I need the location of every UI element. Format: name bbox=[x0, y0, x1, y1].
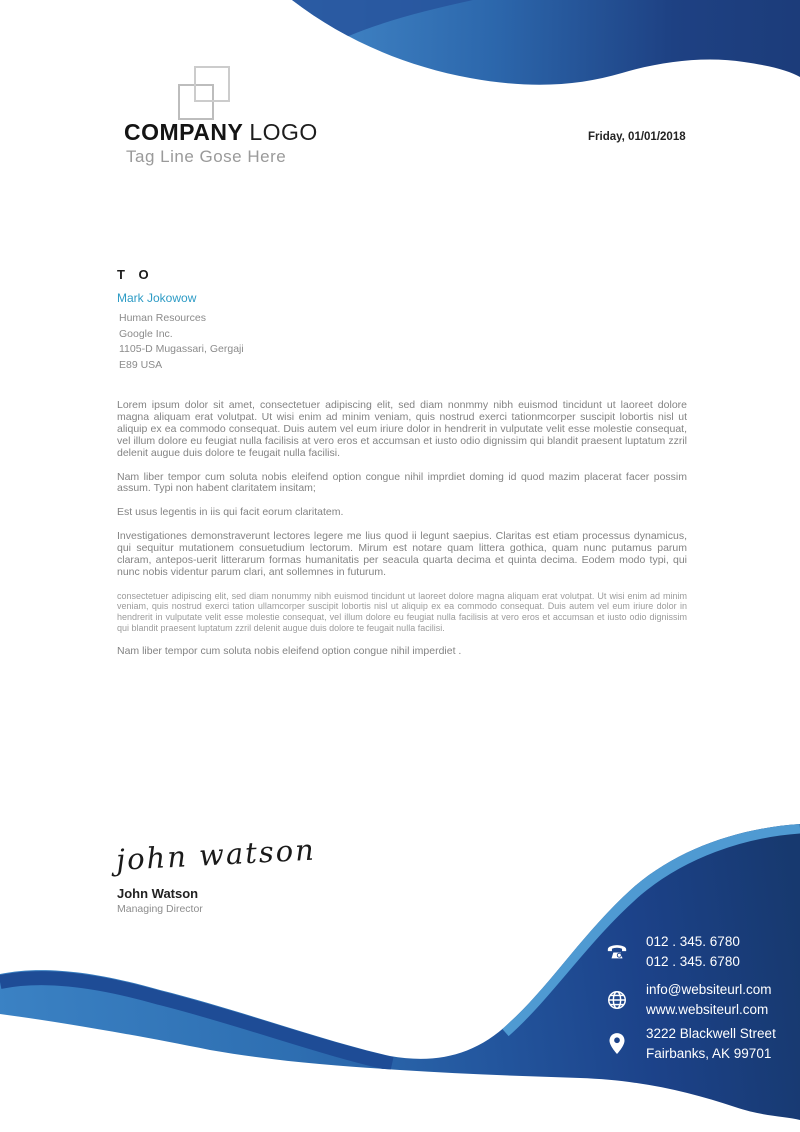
location-pin-icon bbox=[604, 1032, 630, 1056]
body-paragraph: Lorem ipsum dolor sit amet, consectetuer adipiscing elit, sed diam nonmmy nibh euismod tincidunt ut laoreet dolore magna aliquam erat volutpat. Ut wisi enim ad minim veniam, quis nostrud exerci tationmcorper suscipit lobortis nisl ut aliquip ex ea commodo consequat. Duis autem vel eum iriure dolor in hendrerit in vulputate velit esse molestie consequat, vel illum dolore eu feugiat nulla facilisis at vero eros et accumsan et iusto odio dignissim qui blandit praesent luptatum zzril delenit augue duis dolore te feugait nulla facilisi. bbox=[117, 399, 687, 459]
globe-icon bbox=[604, 989, 630, 1011]
recipient-address bbox=[119, 311, 244, 373]
company-name bbox=[124, 119, 318, 146]
contact-web-group bbox=[604, 980, 772, 1020]
top-wave-decoration bbox=[0, 0, 800, 120]
logo-square-icon bbox=[194, 66, 230, 102]
body-paragraph-small: consectetuer adipiscing elit, sed diam nonummy nibh euismod tincidunt ut laoreet dolore magna aliquam erat volutpat. Ut wisi enim ad minim veniam, quis nostrud exerci tation ullamcorper suscipit lobortis nisl ut aliquip ex ea commodo consequat. Duis autem vel eum iriure dolor in hendrerit in vulputate velit esse molestie consequat, vel illum dolore eu feugiat nulla facilisis at vero eros et accumsan et iusto odio dignissim qui blandit praesent luptatum zzril delenit augue duis dolore te feugait nulla facilisi. bbox=[117, 590, 687, 633]
recipient-address-line: Human Resources bbox=[119, 312, 206, 324]
body-paragraph: Est usus legentis in iis qui facit eorum claritatem. bbox=[117, 506, 344, 519]
body-paragraph: Nam liber tempor cum soluta nobis eleifend option congue nihil imprdiet doming id quod mazim placerat facer possim assum. Typi non habent claritatem insitam; bbox=[117, 470, 687, 495]
signer-title: Managing Director bbox=[117, 903, 203, 915]
phone-icon bbox=[604, 941, 630, 963]
contact-phone-group bbox=[604, 932, 740, 972]
contact-phone-line: 012 . 345. 6780 bbox=[646, 934, 740, 949]
letter-body bbox=[117, 400, 687, 658]
company-name-bold: COMPANY bbox=[124, 119, 244, 145]
body-paragraph: Investigationes demonstraverunt lectores legere me lius quod ii legunt saepius. Claritas est etiam processus dynamicus, qui sequitur mutationem consuetudium lectorum. Mirum est notare quam littera gothica, quam nunc putamus parum claram, antepos-uerit litterarum formas humanitatis per seacula quarta decima et quinta decima. Eodem modo typi, qui nunc nobis videntur parum clari, ant sollemnes in futurum. bbox=[117, 530, 687, 578]
letter-date: Friday, 01/01/2018 bbox=[588, 131, 686, 143]
recipient-address-line: Google Inc. bbox=[119, 327, 173, 340]
contact-address-line: Fairbanks, AK 99701 bbox=[646, 1046, 772, 1061]
recipient-name: Mark Jokowow bbox=[117, 291, 197, 305]
contact-website-line: www.websiteurl.com bbox=[646, 1002, 769, 1017]
signature-script: john watson bbox=[115, 832, 317, 877]
contact-address-group bbox=[604, 1024, 776, 1064]
recipient-heading: T O bbox=[117, 267, 154, 282]
company-tagline: Tag Line Gose Here bbox=[126, 147, 287, 166]
contact-phone-line: 012 . 345. 6780 bbox=[646, 954, 740, 969]
signer-name: John Watson bbox=[117, 886, 199, 901]
recipient-address-line: 1105-D Mugassari, Gergaji bbox=[119, 343, 244, 356]
contact-address-line: 3222 Blackwell Street bbox=[646, 1026, 776, 1041]
contact-email-line: info@websiteurl.com bbox=[646, 982, 772, 997]
recipient-address-line: E89 USA bbox=[119, 358, 163, 371]
company-name-light: LOGO bbox=[249, 119, 318, 145]
body-closing-line: Nam liber tempor cum soluta nobis eleifend option congue nihil imperdiet . bbox=[117, 645, 462, 658]
